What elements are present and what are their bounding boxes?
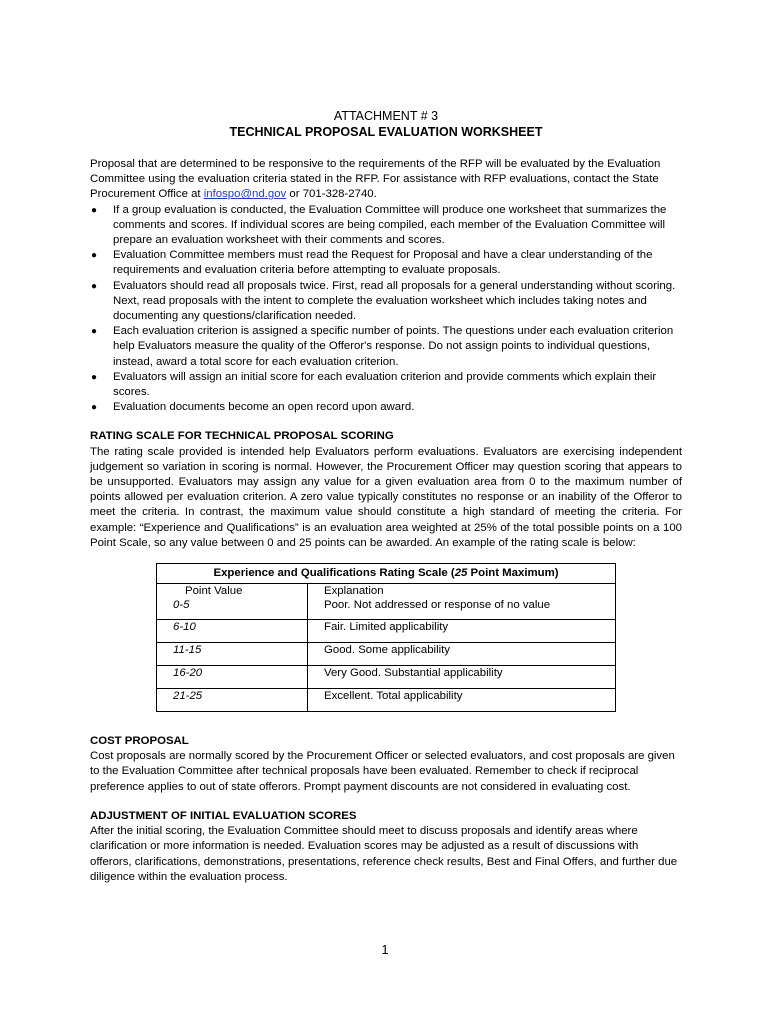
list-item [90, 324, 682, 370]
document-page [90, 108, 682, 885]
rating-scale-body: The rating scale provided is intended help Evaluators perform evaluations. Evaluators are exercising independent judgement so variation in scoring is normal. However, the Procurement Officer may question scoring that appears to be unsupported. Evaluators may assign any value for a given evaluation area from 0 to the maximum number of points allowed per evaluation criterion. A zero value typically constitutes no response or an inability of the Offeror to meet the criteria. In contrast, the maximum value should constitute a high standard of meeting the criteria. For example: “Experience and Qualifications” is an evaluation area weighted at 25% of the total possible points on a 100 Point Scale, so any value between 0 and 25 points can be awarded. An example of the rating scale is below: [90, 445, 682, 549]
page-number: 1 [381, 942, 389, 957]
list-item [90, 203, 682, 249]
list-item-text: Evaluators will assign an initial score for each evaluation criterion and provide comments which explain their scores. [113, 370, 657, 399]
explanation-cell: Excellent. Total applicability [308, 689, 616, 712]
column-header-point-value: Point Value [157, 584, 308, 599]
adjustment-heading: ADJUSTMENT OF INITIAL EVALUATION SCORES [90, 809, 357, 822]
caption-text-end: Point Maximum) [467, 567, 559, 580]
explanation-cell: Very Good. Substantial applicability [308, 666, 616, 689]
intro-text-end: or 701-328-2740. [286, 188, 377, 201]
caption-max-points: 25 [454, 567, 468, 580]
bullet-icon: ● [91, 280, 98, 292]
list-item [90, 248, 682, 278]
list-item [90, 370, 682, 400]
explanation-cell: Fair. Limited applicability [308, 620, 616, 643]
explanation-cell: Poor. Not addressed or response of no value [308, 598, 616, 620]
cost-proposal-body: Cost proposals are normally scored by the Procurement Officer or selected evaluators, and cost proposals are given to the Evaluation Committee after technical proposals have been evaluated. Remember to check if reciprocal preference applies to out of state offerors. Prompt payment discounts are not considered in evaluating cost. [90, 750, 675, 793]
list-item-text: If a group evaluation is conducted, the Evaluation Committee will produce one worksheet that summarizes the comments and scores. If individual scores are being compiled, each member of the Evaluation Committee will prepare an evaluation worksheet with their comments and scores. [113, 203, 667, 247]
list-item [90, 279, 682, 325]
bullet-icon: ● [91, 402, 98, 414]
document-header [90, 108, 682, 140]
bullet-icon: ● [91, 326, 98, 338]
list-item-text: Evaluation Committee members must read the Request for Proposal and have a clear understanding of the requirements and evaluation criteria before attempting to evaluate proposals. [113, 249, 653, 277]
table-row [157, 643, 616, 666]
bullet-icon: ● [91, 371, 98, 383]
table-row [157, 620, 616, 643]
point-value-cell: 11-15 [157, 643, 308, 666]
table-caption-row [157, 564, 616, 584]
table-row [157, 598, 616, 620]
adjustment-body: After the initial scoring, the Evaluation Committee should meet to discuss proposals and identify areas where clarification or more information is needed. Evaluation scores may be adjusted as a result of discussions with offerors, clarifications, demonstrations, presentations, reference check results, Best and Final Offers, and further due diligence within the evaluation process. [90, 825, 678, 883]
point-value-cell: 6-10 [157, 620, 308, 643]
attachment-label: ATTACHMENT # 3 [333, 109, 439, 123]
intro-text: Proposal that are determined to be responsive to the requirements of the RFP will be evaluated by the Evaluation Committee using the evaluation criteria stated in the RFP. For assistance with RFP evaluations, contact the State Procurement Office at [90, 158, 661, 201]
table-header-row [157, 584, 616, 599]
document-title: TECHNICAL PROPOSAL EVALUATION WORKSHEET [229, 125, 543, 139]
list-item-text: Evaluators should read all proposals twice. First, read all proposals for a general understanding without scoring. Next, read proposals with the intent to complete the evaluation worksheet which includes taking notes and documenting any questions/clarification needed. [113, 279, 676, 323]
email-link[interactable]: infospo@nd.gov [203, 188, 287, 201]
list-item-text: Evaluation documents become an open record upon award. [113, 401, 415, 414]
point-value-cell: 0-5 [157, 598, 308, 620]
cost-proposal-heading: COST PROPOSAL [90, 735, 189, 748]
bullet-icon: ● [91, 250, 98, 262]
rating-scale-heading: RATING SCALE FOR TECHNICAL PROPOSAL SCORING [90, 430, 394, 443]
explanation-cell: Good. Some applicability [308, 643, 616, 666]
bullet-icon: ● [91, 204, 98, 216]
table-caption [157, 564, 616, 584]
table-row [157, 666, 616, 689]
column-header-explanation: Explanation [308, 584, 616, 599]
table-row [157, 689, 616, 712]
intro-paragraph [90, 157, 682, 203]
list-item [90, 400, 682, 415]
point-value-cell: 16-20 [157, 666, 308, 689]
caption-text: Experience and Qualifications Rating Scale ( [213, 567, 455, 580]
point-value-cell: 21-25 [157, 689, 308, 712]
rating-scale-table [156, 563, 616, 712]
instruction-list [90, 203, 682, 416]
list-item-text: Each evaluation criterion is assigned a specific number of points. The questions under each evaluation criterion help Evaluators measure the quality of the Offeror's response. Do not assign points to individual questions, instead, award a total score for each evaluation criterion. [113, 325, 674, 368]
